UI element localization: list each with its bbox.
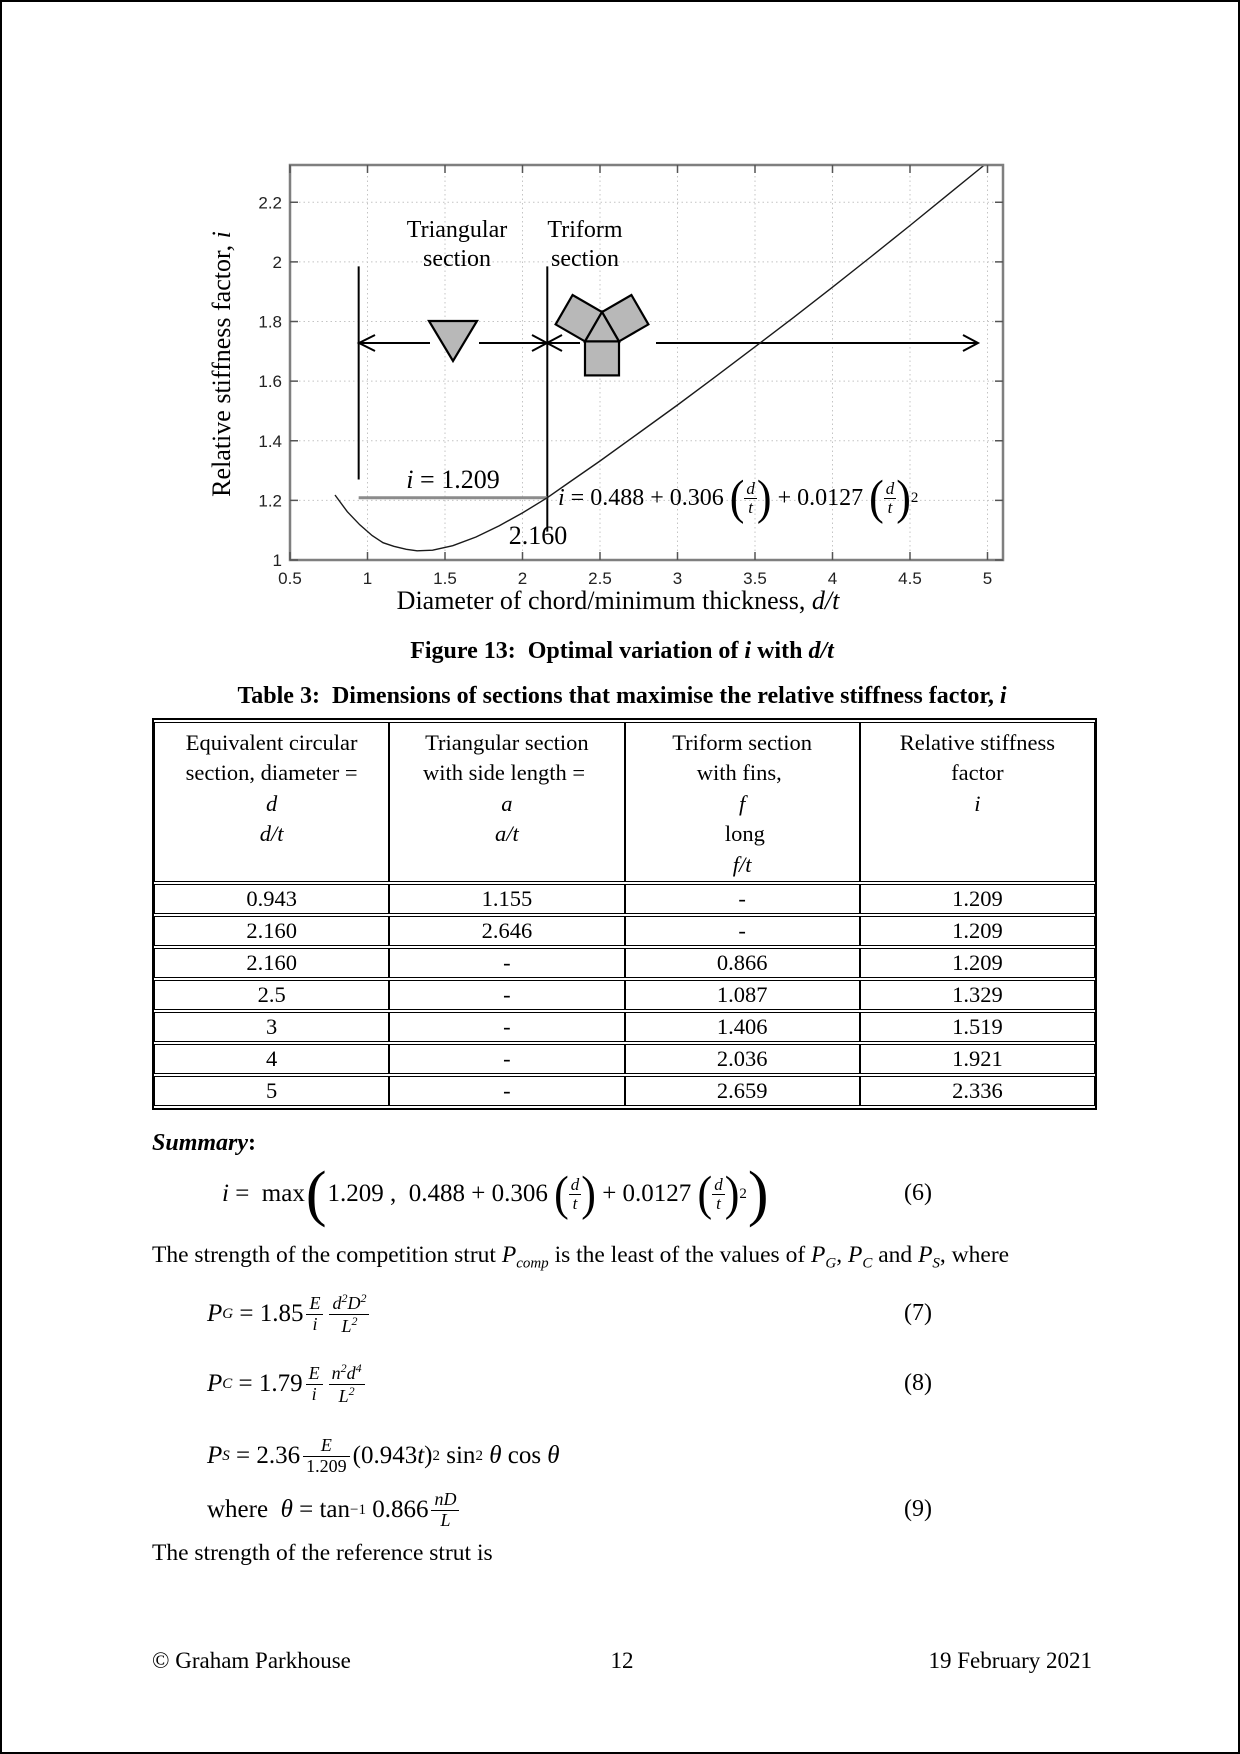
table-cell: 4 — [154, 1044, 389, 1074]
chart-svg — [206, 142, 1016, 642]
y-tick-label: 2.2 — [258, 193, 282, 213]
table-cell: 2.036 — [625, 1044, 860, 1074]
paragraph-reference-strut: The strength of the reference strut is — [152, 1540, 493, 1566]
table-header-row — [154, 722, 1095, 882]
x-tick-label: 0.5 — [278, 569, 302, 588]
footer — [152, 1648, 1092, 1678]
table-cell: 2.646 — [389, 916, 624, 946]
table-cell: - — [625, 916, 860, 946]
table-cell: 2.659 — [625, 1076, 860, 1106]
date: 19 February 2021 — [928, 1648, 1092, 1673]
table-cell: 1.329 — [860, 980, 1095, 1010]
equation-tag-9: (9) — [904, 1496, 932, 1522]
table-cell: 1.406 — [625, 1012, 860, 1042]
y-tick-label: 1 — [272, 551, 282, 570]
table-cell: 1.209 — [860, 948, 1095, 978]
table-cell: 5 — [154, 1076, 389, 1106]
figure-caption: Figure 13: Optimal variation of i with d/t — [410, 638, 834, 664]
equation-tag-8: (8) — [904, 1370, 932, 1396]
equation-tag-7: (7) — [904, 1300, 932, 1326]
table-cell: 1.209 — [860, 884, 1095, 914]
equation-9: where θ = tan −1 0.866 $\frac{nD}{L}$ (9) — [207, 1488, 932, 1530]
table-row — [154, 1044, 1095, 1074]
x-tick-label: 2.5 — [588, 569, 612, 588]
table-cell: 2.160 — [154, 948, 389, 978]
x-tick-label: 1.5 — [433, 569, 457, 588]
copyright: © Graham Parkhouse — [152, 1648, 351, 1673]
x-tick-label: 3.5 — [743, 569, 767, 588]
x-axis-label: Diameter of chord/minimum thickness, d/t — [396, 586, 840, 615]
triform-section-label: Triform — [547, 217, 623, 243]
equation-ps: P S = 2.36 $\frac{E}{1.209}$ (0.943 t ) 2 sin 2 θ cos θ — [207, 1434, 560, 1476]
y-axis-label: Relative stiffness factor, i — [207, 231, 236, 497]
equation-7: P G = 1.85 $\frac{E}{i}$ $\frac{d^2D^2}{L^2}$ (7) — [207, 1290, 932, 1336]
y-tick-label: 1.4 — [258, 431, 282, 451]
x-tick-label: 2 — [517, 569, 528, 588]
table-cell: 1.519 — [860, 1012, 1095, 1042]
triangle-glyph — [429, 321, 477, 361]
table-cell: - — [625, 884, 860, 914]
table-cell: 2.5 — [154, 980, 389, 1010]
table-cell: - — [389, 1012, 624, 1042]
table-row — [154, 948, 1095, 978]
dt-value-annotation: 2.160 — [508, 521, 568, 550]
table-cell: 1.921 — [860, 1044, 1095, 1074]
table-cell: 1.087 — [625, 980, 860, 1010]
header-cell-stiffness: Relative stiffness factor i — [860, 722, 1095, 882]
y-tick-label: 1.6 — [258, 372, 282, 392]
header-cell-circular: Equivalent circular section, diameter = d d/t — [154, 722, 389, 882]
equation-tag-6: (6) — [904, 1180, 932, 1206]
table-cell: 1.155 — [389, 884, 624, 914]
paragraph-competition-strut: The strength of the competition strut $P_{comp}$ is the least of the values of $P_G$, $P_C$ and $P_S$, where — [152, 1242, 1010, 1272]
x-tick-label: 5 — [982, 569, 993, 588]
header-cell-triangular: Triangular section with side length = a a/t — [389, 722, 624, 882]
table-cell: 2.160 — [154, 916, 389, 946]
y-tick-label: 1.8 — [258, 312, 282, 332]
page-number: 12 — [610, 1648, 634, 1673]
x-tick-label: 4 — [827, 569, 838, 588]
summary-heading: Summary: — [152, 1130, 257, 1156]
table-cell: - — [389, 1044, 624, 1074]
table-row — [154, 980, 1095, 1010]
chart-figure — [206, 142, 1016, 642]
x-tick-label: 1 — [362, 569, 373, 588]
triform-glyph — [556, 295, 649, 375]
table-row — [154, 884, 1095, 914]
triangular-section-label2: section — [423, 246, 491, 272]
table-row — [154, 916, 1095, 946]
y-tick-label: 2 — [272, 252, 282, 272]
x-tick-label: 3 — [672, 569, 683, 588]
results-table — [152, 718, 1097, 1110]
triangular-section-label: Triangular — [406, 217, 508, 243]
table-row — [154, 1012, 1095, 1042]
table-cell: - — [389, 948, 624, 978]
chart-equation: i = 0.488 + 0.306 ( $\frac{d}{t}$ ) + 0.0127 ( $\frac{d}{t}$ ) 2 — [558, 470, 919, 525]
table-cell: - — [389, 1076, 624, 1106]
table-cell: 3 — [154, 1012, 389, 1042]
i-value-annotation: i = 1.209 — [406, 465, 500, 494]
header-cell-triform: Triform section with fins, f long f/t — [625, 722, 860, 882]
table-cell: 0.943 — [154, 884, 389, 914]
x-tick-label: 4.5 — [898, 569, 922, 588]
table-row — [154, 1076, 1095, 1106]
equation-8: P C = 1.79 $\frac{E}{i}$ $\frac{n^2d^4}{L^2}$ (8) — [207, 1360, 932, 1406]
triform-section-label2: section — [551, 246, 619, 272]
table-cell: 0.866 — [625, 948, 860, 978]
table-cell: 2.336 — [860, 1076, 1095, 1106]
table-cell: 1.209 — [860, 916, 1095, 946]
y-tick-label: 1.2 — [258, 491, 282, 511]
table-caption: Table 3: Dimensions of sections that maximise the relative stiffness factor, i — [237, 683, 1007, 709]
table-cell: - — [389, 980, 624, 1010]
equation-6: i = max ( 1.209 , 0.488 + 0.306 ( $\frac{d}{t}$ ) + 0.0127 ( $\frac{d}{t}$ ) 2 ) (6) — [222, 1160, 932, 1228]
